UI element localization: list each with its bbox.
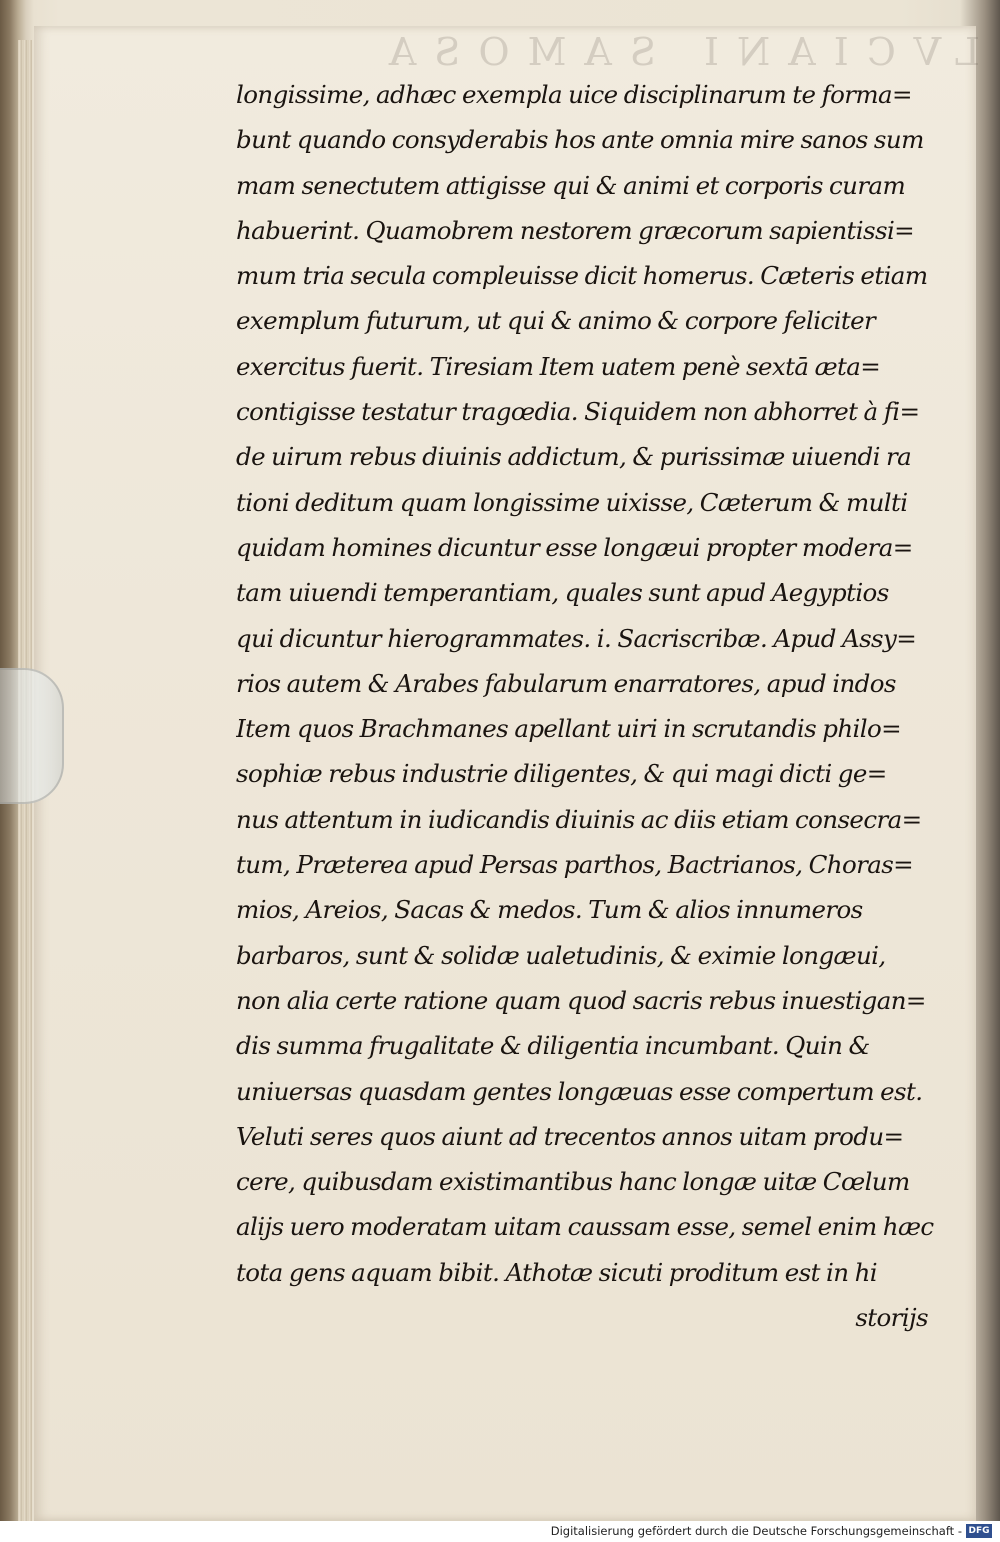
text-line-12: tam uiuendi temperantiam, quales sunt apud Aegyptios [236,578,889,608]
text-line-24: Veluti seres quos aiunt ad trecentos annos uitam produ= [236,1121,904,1151]
text-line-7: exercitus fuerit. Tiresiam Item uatem penè sextā æta= [236,351,881,381]
text-line-5: mum tria secula compleuisse dicit homerus. Cæteris etiam [236,261,928,291]
text-line-21: non alia certe ratione quam quod sacris rebus inuestigan= [236,985,926,1015]
text-line-18: tum, Præterea apud Persas parthos, Bactrianos, Choras= [236,850,914,880]
page-text-block [236,72,936,1340]
text-line-17: nus attentum in iudicandis diuinis ac diis etiam consecra= [236,804,922,834]
text-line-6: exemplum futurum, ut qui & animo & corpore feliciter [236,306,876,336]
text-line-13: qui dicuntur hierogrammates. i. Sacriscribæ. Apud Assy= [236,623,917,653]
text-line-25: cere, quibusdam existimantibus hanc longæ uitæ Cœlum [236,1167,910,1197]
text-line-8: contigisse testatur tragœdia. Siquidem non abhorret à fi= [236,397,920,427]
text-line-19: mios, Areios, Sacas & medos. Tum & alios innumeros [236,895,863,925]
text-line-3: mam senectutem attigisse qui & animi et corporis curam [236,170,906,200]
text-line-27: tota gens aquam bibit. Athotæ sicuti proditum est in hi [236,1257,878,1287]
text-line-10: tioni deditum quam longissime uixisse, Cæterum & multi [236,487,908,517]
text-line-16: sophiæ rebus industrie diligentes, & qui magi dicti ge= [236,759,887,789]
text-line-20: barbaros, sunt & solidæ ualetudinis, & eximie longæui, [236,940,886,970]
text-line-9: de uirum rebus diuinis addictum, & purissimæ uiuendi ra [236,442,912,472]
dfg-logo-icon: DFG [966,1524,992,1538]
text-line-1: longissime, adhæc exempla uice disciplinarum te forma= [236,80,912,109]
funding-credit: Digitalisierung gefördert durch die Deutsche Forschungsgemeinschaft - [550,1524,962,1538]
text-line-22: dis summa frugalitate & diligentia incumbant. Quin & [236,1031,870,1061]
text-line-11: quidam homines dicuntur esse longæui propter modera= [236,532,913,562]
catchword: storijs [855,1303,928,1333]
bleed-through-header: LVCIANI SAMOSA [370,30,980,74]
text-line-15: Item quos Brachmanes apellant uiri in scrutandis philo= [236,714,902,744]
plastic-page-clip [0,668,64,804]
text-line-2: bunt quando consyderabis hos ante omnia mire sanos sum [236,125,924,155]
text-line-4: habuerint. Quamobrem nestorem græcorum sapientissi= [236,215,915,245]
text-line-14: rios autem & Arabes fabularum enarratores, apud indos [236,668,896,698]
text-line-23: uniuersas quasdam gentes longæuas esse compertum est. [236,1076,923,1106]
text-line-26: alijs uero moderatam uitam caussam esse, semel enim hæc [236,1212,934,1242]
